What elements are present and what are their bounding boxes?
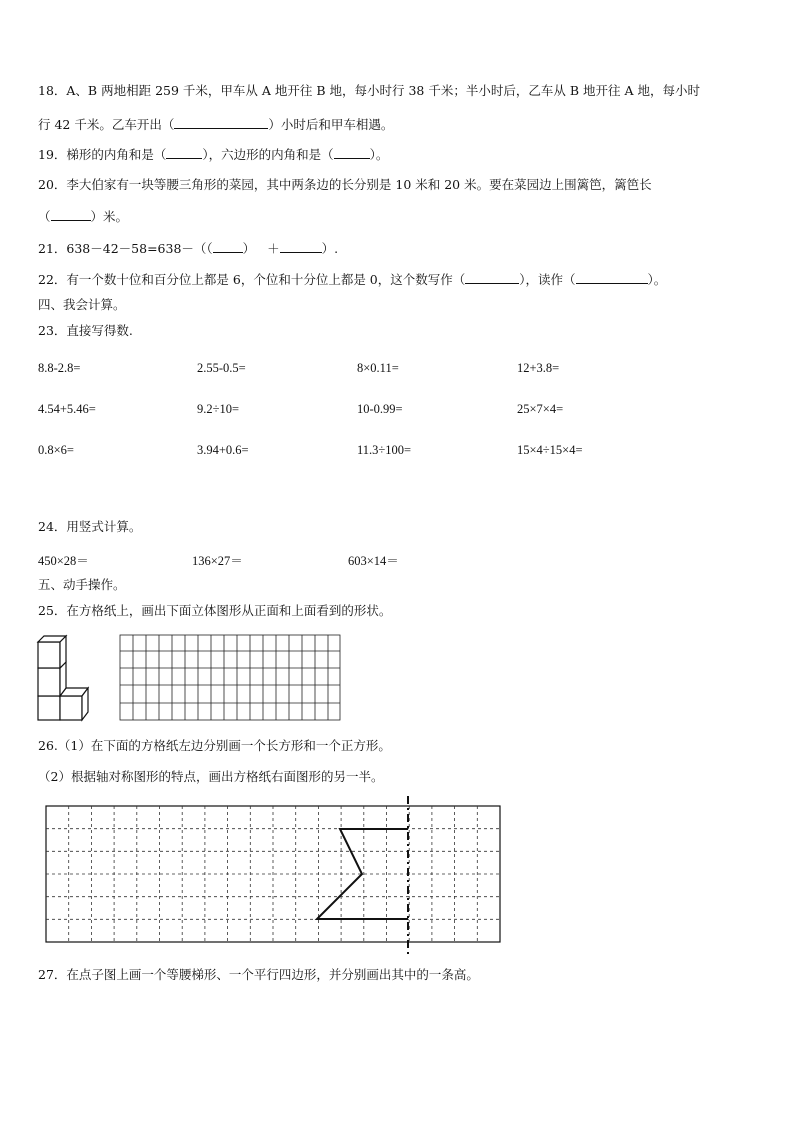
q21-text-a: 21．638－42－58=638－（（: [38, 241, 213, 256]
q23-item: 0.8×6=: [38, 443, 74, 457]
q21-blank-2[interactable]: [280, 239, 322, 253]
q18-text-before: 行 42 千米。乙车开出（: [38, 117, 175, 132]
q25-title: 25．在方格纸上，画出下面立体图形从正面和上面看到的形状。: [38, 603, 392, 618]
q22-text-b: ），读作（: [519, 272, 576, 287]
q22-blank-1[interactable]: [465, 270, 519, 284]
q23-item: 10-0.99=: [357, 402, 403, 416]
q20-line2: [38, 207, 128, 226]
q23-item: 12+3.8=: [517, 361, 560, 375]
q19-blank-1[interactable]: [166, 145, 202, 159]
q23-title: 23．直接写得数.: [38, 323, 133, 338]
q24-item: 136×27＝: [192, 554, 243, 568]
q21-text-d: ）.: [321, 241, 339, 256]
q23-item: 25×7×4=: [517, 402, 564, 416]
q19-blank-2[interactable]: [334, 145, 370, 159]
section-4-heading: 四、我会计算。: [38, 297, 126, 312]
q18-line2: [38, 115, 393, 134]
q20-text-after: ）米。: [90, 209, 129, 224]
q19-text-a: 19．梯形的内角和是（: [38, 147, 167, 162]
q19-text-c: ）。: [369, 147, 389, 162]
q27-title: 27．在点子图上画一个等腰梯形、一个平行四边形，并分别画出其中的一条高。: [38, 967, 479, 982]
q24-title: 24．用竖式计算。: [38, 519, 142, 534]
q25-cube-figure: [36, 634, 92, 724]
q22-text-a: 22．有一个数十位和百分位上都是 6，个位和十分位上都是 0，这个数写作（: [38, 272, 466, 287]
q18-line1: 18．A、B 两地相距 259 千米，甲车从 A 地开往 B 地，每小时行 38 千米；半小时后，乙车从 B 地开往 A 地，每小时: [38, 83, 700, 98]
q20-text-before: （: [38, 209, 51, 224]
q20-line1: 20．李大伯家有一块等腰三角形的菜园，其中两条边的长分别是 10 米和 20 米。要在菜园边上围篱笆，篱笆长: [38, 177, 652, 192]
q23-item: 8×0.11=: [357, 361, 399, 375]
q22-blank-2[interactable]: [576, 270, 648, 284]
q21-text-b: ）: [242, 241, 256, 256]
q21-line: [38, 239, 338, 258]
q26-part1: 26.（1）在下面的方格纸左边分别画一个长方形和一个正方形。: [38, 738, 391, 753]
q18-text-after: ）小时后和甲车相遇。: [268, 117, 394, 132]
q23-item: 15×4÷15×4=: [517, 443, 583, 457]
q22-line: [38, 270, 666, 289]
q19-text-b: ），六边形的内角和是（: [202, 147, 334, 162]
section-5-heading: 五、动手操作。: [38, 577, 126, 592]
q23-item: 11.3÷100=: [357, 443, 412, 457]
q23-item: 2.55-0.5=: [197, 361, 246, 375]
q20-answer-blank[interactable]: [51, 207, 91, 221]
q22-text-c: ）。: [647, 272, 667, 287]
q21-text-c: ＋: [267, 241, 280, 256]
q21-blank-1[interactable]: [213, 239, 243, 253]
q19-line: [38, 145, 388, 164]
q23-item: 9.2÷10=: [197, 402, 240, 416]
q24-item: 603×14＝: [348, 554, 399, 568]
q18-answer-blank[interactable]: [174, 115, 268, 129]
q25-grid-paper[interactable]: [119, 634, 341, 722]
q24-item: 450×28＝: [38, 554, 89, 568]
q23-item: 3.94+0.6=: [197, 443, 249, 457]
q26-grid-paper[interactable]: [44, 796, 504, 958]
q26-part2: （2）根据轴对称图形的特点，画出方格纸右面图形的另一半。: [38, 769, 384, 784]
q23-item: 4.54+5.46=: [38, 402, 96, 416]
q23-item: 8.8-2.8=: [38, 361, 81, 375]
